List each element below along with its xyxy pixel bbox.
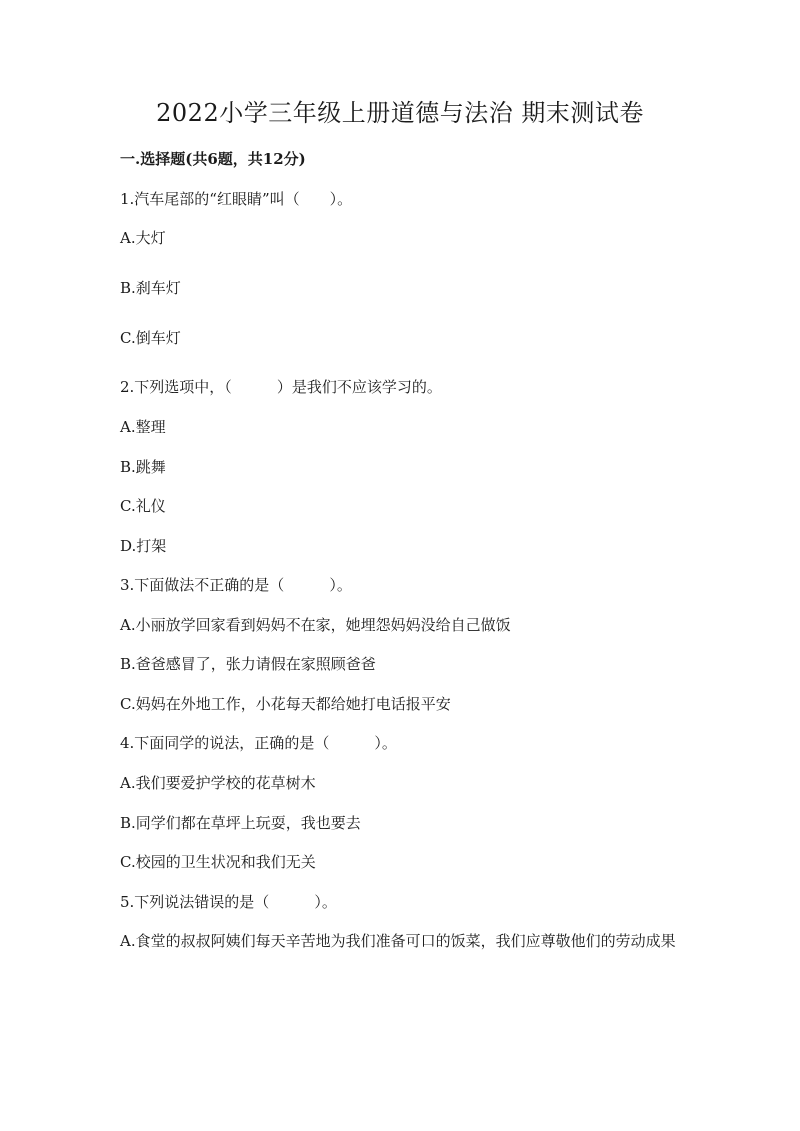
question-2-option-c: C.礼仪: [120, 497, 166, 515]
question-2-option-b: B.跳舞: [120, 458, 166, 476]
document-title: 2022小学三年级上册道德与法治 期末测试卷: [156, 99, 644, 127]
question-1-option-c: C.倒车灯: [120, 329, 181, 347]
question-3-option-c: C.妈妈在外地工作，小花每天都给她打电话报平安: [120, 695, 451, 713]
question-4-option-c: C.校园的卫生状况和我们无关: [120, 853, 316, 871]
section-heading: 一.选择题(共6题，共12分): [120, 150, 306, 168]
question-1-option-a: A.大灯: [120, 229, 166, 247]
question-4-stem: 4.下面同学的说法，正确的是（ ）。: [120, 734, 397, 752]
question-5-option-a: A.食堂的叔叔阿姨们每天辛苦地为我们准备可口的饭菜，我们应尊敬他们的劳动成果: [120, 932, 676, 950]
question-3-option-a: A.小丽放学回家看到妈妈不在家，她埋怨妈妈没给自己做饭: [120, 616, 511, 634]
question-1-stem: 1.汽车尾部的“红眼睛”叫（ ）。: [120, 190, 353, 208]
question-3-stem: 3.下面做法不正确的是（ ）。: [120, 576, 352, 594]
question-2-stem: 2.下列选项中，（ ）是我们不应该学习的。: [120, 378, 442, 396]
question-4-option-b: B.同学们都在草坪上玩耍，我也要去: [120, 814, 361, 832]
question-2-option-a: A.整理: [120, 418, 166, 436]
question-4-option-a: A.我们要爱护学校的花草树木: [120, 774, 316, 792]
question-2-option-d: D.打架: [120, 537, 167, 555]
question-5-stem: 5.下列说法错误的是（ ）。: [120, 893, 337, 911]
question-1-option-b: B.刹车灯: [120, 279, 181, 297]
question-3-option-b: B.爸爸感冒了，张力请假在家照顾爸爸: [120, 655, 376, 673]
